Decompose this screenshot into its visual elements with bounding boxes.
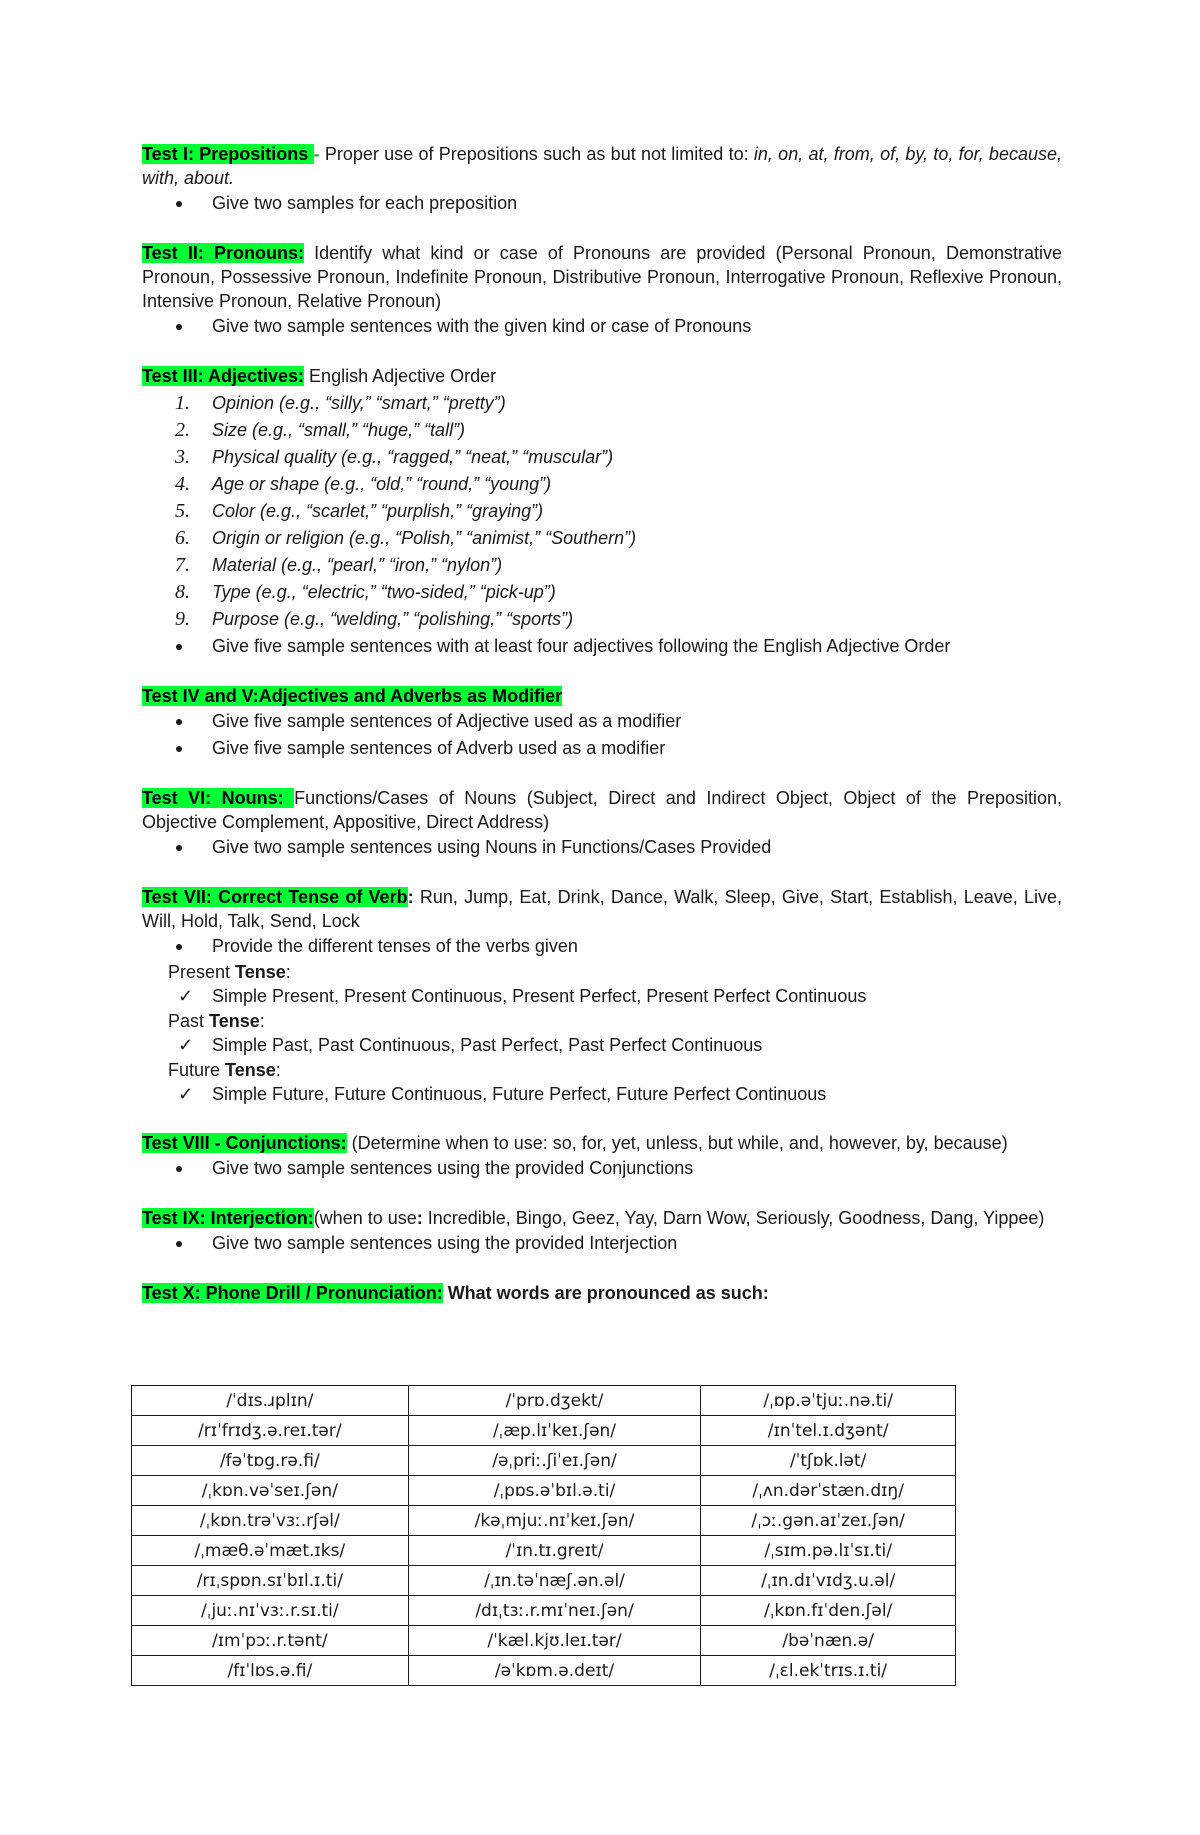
test-9-colon: : (416, 1208, 423, 1228)
list-item: ✓ Simple Past, Past Continuous, Past Perfect, Past Perfect Continuous (142, 1033, 1062, 1058)
test-2-text: Identify what kind or case of Pronouns are provided (Personal Pronoun, Demonstrative Pronoun, Possessive Pronoun, Indefinite Pronoun, Distributive Pronoun, Interrogative Pronoun, Reflexive Pronoun, Intensive Pronoun, Relative Pronoun) (142, 243, 1063, 311)
list-item: 6. Origin or religion (e.g., “Polish,” “animist,” “Southern”) (175, 527, 637, 549)
table-cell: /bəˈnæn.ə/ (701, 1626, 956, 1656)
test-1-examples: in, on, at, from, of, by, to, for, because, with, about. (142, 144, 1062, 188)
past-tense-list (142, 1033, 1062, 1058)
table-row (132, 1416, 956, 1446)
table-row (132, 1626, 956, 1656)
test-6-section (142, 786, 1062, 861)
table-cell: /ˌsɪm.pə.lɪˈsɪ.ti/ (701, 1536, 956, 1566)
table-row (132, 1536, 956, 1566)
table-cell: /kəˌmjuː.nɪˈkeɪ.ʃən/ (408, 1506, 701, 1536)
test-7-text: Run, Jump, Eat, Drink, Dance, Walk, Sleep, Give, Start, Establish, Leave, Live, Will, Hold, Talk, Send, Lock (142, 887, 1062, 931)
test-2-label: Test II: Pronouns: (142, 243, 304, 263)
checkmark-icon: ✓ (178, 986, 194, 1006)
table-cell: /ˌɪn.təˈnæʃ.ən.əl/ (408, 1566, 701, 1596)
test-9-text-open: (when to use (313, 1208, 417, 1228)
test-3-section (142, 364, 1062, 660)
list-item: 8. Type (e.g., “electric,” “two-sided,” “pick-up”) (175, 581, 556, 603)
test-3-paragraph (142, 364, 1062, 388)
test-6-text: Functions/Cases of Nouns (Subject, Direct and Indirect Object, Object of the Preposition, Objective Complement, Appositive, Direct Address) (142, 788, 1063, 832)
table-cell: /fəˈtɒg.rə.fi/ (132, 1446, 409, 1476)
test-10-paragraph (142, 1281, 1062, 1305)
test-8-section (142, 1131, 1062, 1182)
table-cell: /ˌæp.lɪˈkeɪ.ʃən/ (408, 1416, 701, 1446)
test-7-bullet: Provide the different tenses of the verbs given (142, 933, 1062, 960)
table-row (132, 1506, 956, 1536)
table-cell: /ˌɒp.əˈtjuː.nə.ti/ (701, 1386, 956, 1416)
list-item: 9. Purpose (e.g., “welding,” “polishing,” “sports”) (175, 608, 574, 630)
test-6-bullet: Give two sample sentences using Nouns in Functions/Cases Provided (142, 834, 1062, 861)
test-9-label: Test IX: Interjection: (142, 1208, 314, 1228)
checkmark-icon: ✓ (178, 1084, 194, 1104)
test-2-paragraph (142, 241, 1062, 313)
test-3-bullet: Give five sample sentences with at least four adjectives following the English Adjective Order (142, 633, 1062, 660)
table-cell: /ˈdɪs.ɹplɪn/ (132, 1386, 409, 1416)
table-cell: /ˌmæθ.əˈmæt.ɪks/ (132, 1536, 409, 1566)
table-row (132, 1596, 956, 1626)
test-6-label: Test VI: Nouns: (142, 788, 295, 808)
list-item: 5. Color (e.g., “scarlet,” “purplish,” “graying”) (175, 500, 544, 522)
table-row (132, 1386, 956, 1416)
test-2-bullet: Give two sample sentences with the given kind or case of Pronouns (142, 313, 1062, 340)
test-4-5-bullets (142, 708, 1062, 762)
table-cell: /rɪˈfrɪdʒ.ə.reɪ.tər/ (132, 1416, 409, 1446)
test-9-bullets (142, 1230, 1062, 1257)
test-7-paragraph (142, 885, 1062, 933)
future-tense-list (142, 1082, 1062, 1107)
table-cell: /ˈɪn.tɪ.greɪt/ (408, 1536, 701, 1566)
test-1-label: Test I: Prepositions (142, 144, 314, 164)
table-cell: /ˌʌn.dərˈstæn.dɪŋ/ (701, 1476, 956, 1506)
test-10-label: Test X: Phone Drill / Pronunciation: (142, 1283, 443, 1303)
table-cell: /fɪˈlɒs.ə.fi/ (132, 1656, 409, 1686)
table-row (132, 1446, 956, 1476)
document-content (142, 142, 1062, 1305)
list-item: ✓ Simple Future, Future Continuous, Future Perfect, Future Perfect Continuous (142, 1082, 1062, 1107)
future-tense-heading: Future Tense: (168, 1060, 281, 1080)
test-9-paragraph (142, 1206, 1062, 1230)
test-1-bullet: Give two samples for each preposition (142, 190, 1062, 217)
test-2-section (142, 241, 1062, 340)
table-cell: /dɪˌtɜː.r.mɪˈneɪ.ʃən/ (408, 1596, 701, 1626)
test-8-paragraph (142, 1131, 1062, 1155)
table-cell: /ˌkɒn.vəˈseɪ.ʃən/ (132, 1476, 409, 1506)
test-10-text: What words are pronounced as such: (442, 1283, 769, 1303)
table-cell: /ˌɪn.dɪˈvɪdʒ.u.əl/ (701, 1566, 956, 1596)
test-9-text: Incredible, Bingo, Geez, Yay, Darn Wow, Seriously, Goodness, Dang, Yippee) (422, 1208, 1045, 1228)
list-item: 7. Material (e.g., “pearl,” “iron,” “nylon”) (175, 554, 503, 576)
test-1-paragraph (142, 142, 1062, 190)
table-row (132, 1656, 956, 1686)
test-9-section (142, 1206, 1062, 1257)
test-3-bullets (142, 633, 1062, 660)
test-9-bullet: Give two sample sentences using the provided Interjection (142, 1230, 1062, 1257)
test-4-5-paragraph (142, 684, 1062, 708)
test-8-bullets (142, 1155, 1062, 1182)
test-1-section (142, 142, 1062, 217)
present-tense-heading: Present Tense: (168, 962, 291, 982)
table-cell: /ˌkɒn.trəˈvɜː.rʃəl/ (132, 1506, 409, 1536)
list-item: 1. Opinion (e.g., “silly,” “smart,” “pretty”) (175, 392, 506, 414)
table-cell: /ˌɛl.ekˈtrɪs.ɪ.ti/ (701, 1656, 956, 1686)
table-cell: /rɪˌspɒn.sɪˈbɪl.ɪ.ti/ (132, 1566, 409, 1596)
test-3-text: English Adjective Order (304, 366, 497, 386)
table-cell: /ˌpɒs.əˈbɪl.ə.ti/ (408, 1476, 701, 1506)
table-cell: /əˌpriː.ʃiˈeɪ.ʃən/ (408, 1446, 701, 1476)
test-7-colon: : (407, 887, 414, 907)
adjective-order-list (142, 390, 1062, 633)
test-7-section (142, 885, 1062, 1107)
test-2-bullets (142, 313, 1062, 340)
test-1-bullets (142, 190, 1062, 217)
list-item: 2. Size (e.g., “small,” “huge,” “tall”) (175, 419, 466, 441)
table-cell: /ˌɔː.gən.aɪˈzeɪ.ʃən/ (701, 1506, 956, 1536)
test-8-label: Test VIII - Conjunctions: (142, 1133, 347, 1153)
test-4-5-section (142, 684, 1062, 762)
list-item: 3. Physical quality (e.g., “ragged,” “neat,” “muscular”) (175, 446, 614, 468)
table-cell: /ɪmˈpɔː.r.tənt/ (132, 1626, 409, 1656)
test-8-text: (Determine when to use: so, for, yet, unless, but while, and, however, by, because) (346, 1133, 1008, 1153)
checkmark-icon: ✓ (178, 1035, 194, 1055)
table-cell: /ˈtʃɒk.lət/ (701, 1446, 956, 1476)
test-1-text: Proper use of Prepositions such as but not limited to: (319, 144, 754, 164)
table-cell: /ˌkɒn.fɪˈden.ʃəl/ (701, 1596, 956, 1626)
pronunciation-table (131, 1385, 956, 1686)
test-4-5-bullet-2: Give five sample sentences of Adverb used as a modifier (142, 735, 1062, 762)
test-1-dash: - (313, 144, 320, 164)
test-4-5-label: Test IV and V:Adjectives and Adverbs as Modifier (142, 686, 563, 706)
test-4-5-bullet-1: Give five sample sentences of Adjective used as a modifier (142, 708, 1062, 735)
past-tense-heading: Past Tense: (168, 1011, 265, 1031)
table-cell: /əˈkɒm.ə.deɪt/ (408, 1656, 701, 1686)
test-8-bullet: Give two sample sentences using the provided Conjunctions (142, 1155, 1062, 1182)
list-item: 4. Age or shape (e.g., “old,” “round,” “young”) (175, 473, 552, 495)
test-10-section (142, 1281, 1062, 1305)
table-row (132, 1566, 956, 1596)
table-cell: /ˌjuː.nɪˈvɜː.r.sɪ.ti/ (132, 1596, 409, 1626)
table-cell: /ˈkæl.kjʊ.leɪ.tər/ (408, 1626, 701, 1656)
test-6-paragraph (142, 786, 1062, 834)
present-tense-list (142, 984, 1062, 1009)
test-7-label: Test VII: Correct Tense of Verb (142, 887, 408, 907)
list-item: ✓ Simple Present, Present Continuous, Present Perfect, Present Perfect Continuous (142, 984, 1062, 1009)
table-row (132, 1476, 956, 1506)
table-cell: /ɪnˈtel.ɪ.dʒənt/ (701, 1416, 956, 1446)
test-7-bullets (142, 933, 1062, 960)
table-cell: /ˈprɒ.dʒekt/ (408, 1386, 701, 1416)
test-6-bullets (142, 834, 1062, 861)
test-3-label: Test III: Adjectives: (142, 366, 305, 386)
